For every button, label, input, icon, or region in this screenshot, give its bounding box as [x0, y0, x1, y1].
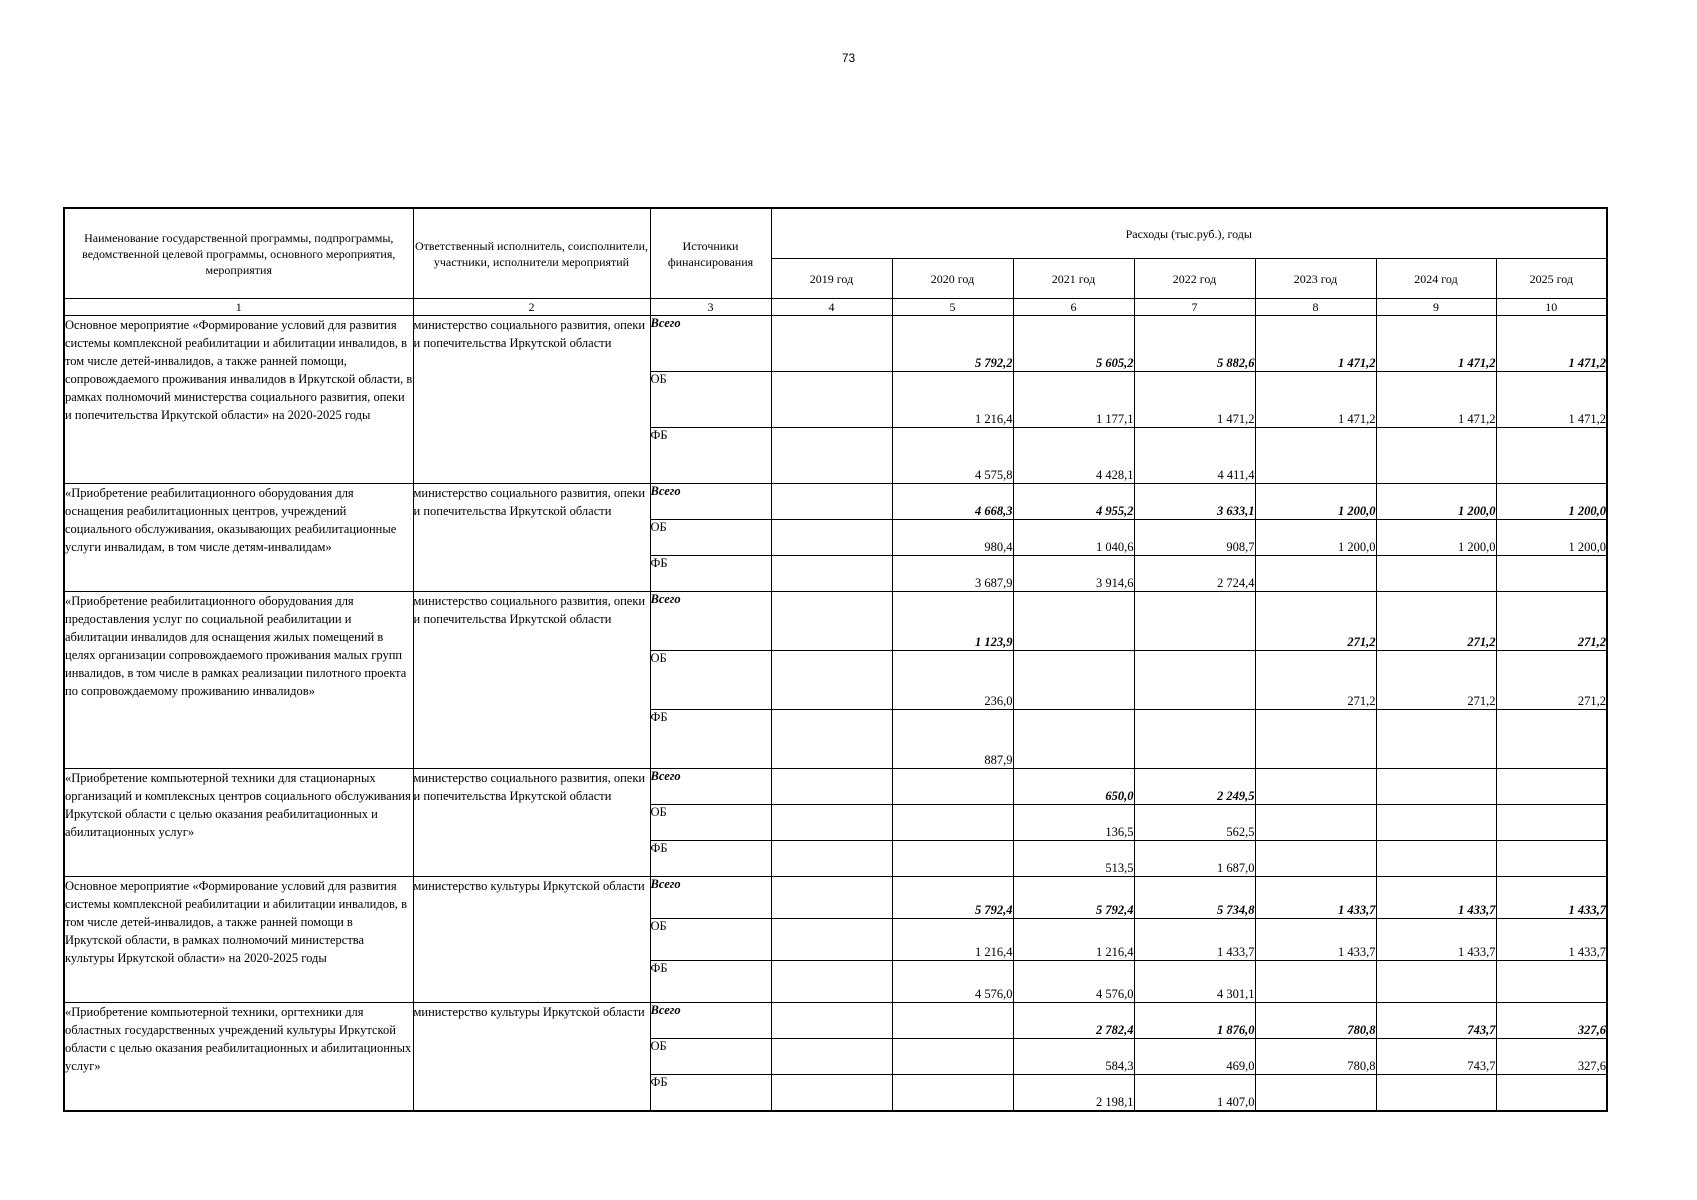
amount-cell: [892, 769, 1013, 805]
amount-cell: 136,5: [1013, 805, 1134, 841]
amount-cell: [1134, 592, 1255, 651]
funding-source: ОБ: [650, 1039, 771, 1075]
amount-cell: 5 605,2: [1013, 316, 1134, 372]
header-executor: Ответственный исполнитель, соисполнители, участники, исполнители мероприятий: [413, 208, 650, 299]
amount-cell: 1 687,0: [1134, 841, 1255, 877]
activity-executor: министерство культуры Иркутской области: [413, 1003, 650, 1111]
amount-cell: 1 407,0: [1134, 1075, 1255, 1111]
column-number: 3: [650, 299, 771, 316]
header-expenses: Расходы (тыс.руб.), годы: [771, 208, 1607, 259]
amount-cell: [771, 1075, 892, 1111]
activity-name: «Приобретение компьютерной техники, оргтехники для областных государственных учреждений культуры Иркутской области с целью оказания реабилитационных и абилитационных услуг»: [64, 1003, 413, 1111]
amount-cell: [892, 1003, 1013, 1039]
amount-cell: 1 471,2: [1255, 316, 1376, 372]
amount-cell: [1255, 961, 1376, 1003]
amount-cell: 743,7: [1376, 1003, 1496, 1039]
funding-source: ФБ: [650, 556, 771, 592]
amount-cell: 271,2: [1376, 651, 1496, 710]
amount-cell: 1 040,6: [1013, 520, 1134, 556]
amount-cell: [1496, 769, 1607, 805]
amount-cell: [771, 769, 892, 805]
amount-cell: [771, 316, 892, 372]
table-body: [64, 316, 1607, 1111]
amount-cell: 1 216,4: [892, 372, 1013, 428]
activity-executor: министерство социального развития, опеки и попечительства Иркутской области: [413, 484, 650, 592]
funding-source: ФБ: [650, 428, 771, 484]
amount-cell: 780,8: [1255, 1003, 1376, 1039]
amount-cell: [1376, 428, 1496, 484]
column-number: 2: [413, 299, 650, 316]
amount-cell: [1255, 805, 1376, 841]
amount-cell: [771, 428, 892, 484]
amount-cell: [1013, 710, 1134, 769]
header-year: 2025 год: [1496, 259, 1607, 299]
amount-cell: [1376, 841, 1496, 877]
amount-cell: [771, 877, 892, 919]
amount-cell: 4 428,1: [1013, 428, 1134, 484]
amount-cell: 1 876,0: [1134, 1003, 1255, 1039]
amount-cell: [1496, 961, 1607, 1003]
funding-source: ОБ: [650, 520, 771, 556]
activity-name: «Приобретение реабилитационного оборудования для предоставления услуг по социальной реабилитации и абилитации инвалидов для оснащения жилых помещений в целях организации сопровождаемого проживания малых групп инвалидов, в том числе в рамках реализации пилотного проекта по сопровождаемому проживанию инвалидов»: [64, 592, 413, 769]
amount-cell: 5 734,8: [1134, 877, 1255, 919]
amount-cell: [1255, 1075, 1376, 1111]
amount-cell: 887,9: [892, 710, 1013, 769]
amount-cell: [1255, 769, 1376, 805]
amount-cell: 1 200,0: [1496, 484, 1607, 520]
amount-cell: [771, 520, 892, 556]
column-number: 4: [771, 299, 892, 316]
amount-cell: 4 575,8: [892, 428, 1013, 484]
amount-cell: [892, 841, 1013, 877]
table-row: [64, 877, 1607, 919]
funding-source: Всего: [650, 1003, 771, 1039]
amount-cell: 2 782,4: [1013, 1003, 1134, 1039]
amount-cell: 780,8: [1255, 1039, 1376, 1075]
amount-cell: [1496, 710, 1607, 769]
amount-cell: [1255, 841, 1376, 877]
amount-cell: [1376, 1075, 1496, 1111]
amount-cell: 1 433,7: [1496, 877, 1607, 919]
amount-cell: 5 792,4: [1013, 877, 1134, 919]
amount-cell: [771, 961, 892, 1003]
funding-source: ФБ: [650, 1075, 771, 1111]
amount-cell: [1255, 556, 1376, 592]
table-row: [64, 1003, 1607, 1039]
column-number: 8: [1255, 299, 1376, 316]
header-year: 2020 год: [892, 259, 1013, 299]
amount-cell: [892, 805, 1013, 841]
amount-cell: [1496, 1075, 1607, 1111]
amount-cell: [1376, 961, 1496, 1003]
amount-cell: [771, 710, 892, 769]
amount-cell: 271,2: [1496, 651, 1607, 710]
amount-cell: 1 200,0: [1376, 520, 1496, 556]
column-number: 10: [1496, 299, 1607, 316]
page-number: 73: [841, 51, 856, 65]
amount-cell: 584,3: [1013, 1039, 1134, 1075]
amount-cell: 1 471,2: [1496, 372, 1607, 428]
amount-cell: [1496, 428, 1607, 484]
header-year: 2022 год: [1134, 259, 1255, 299]
funding-source: ФБ: [650, 710, 771, 769]
header-year: 2019 год: [771, 259, 892, 299]
table-row: [64, 769, 1607, 805]
amount-cell: 1 471,2: [1134, 372, 1255, 428]
amount-cell: 980,4: [892, 520, 1013, 556]
amount-cell: [771, 805, 892, 841]
funding-source: ОБ: [650, 651, 771, 710]
amount-cell: 327,6: [1496, 1039, 1607, 1075]
amount-cell: 562,5: [1134, 805, 1255, 841]
funding-source: ФБ: [650, 841, 771, 877]
amount-cell: [771, 919, 892, 961]
table-row: [64, 484, 1607, 520]
amount-cell: 1 471,2: [1255, 372, 1376, 428]
amount-cell: [1376, 769, 1496, 805]
amount-cell: 1 216,4: [892, 919, 1013, 961]
amount-cell: [1496, 556, 1607, 592]
amount-cell: 650,0: [1013, 769, 1134, 805]
amount-cell: 5 792,4: [892, 877, 1013, 919]
funding-source: ОБ: [650, 919, 771, 961]
amount-cell: 4 411,4: [1134, 428, 1255, 484]
amount-cell: 4 955,2: [1013, 484, 1134, 520]
funding-source: Всего: [650, 592, 771, 651]
amount-cell: [1496, 841, 1607, 877]
amount-cell: 2 249,5: [1134, 769, 1255, 805]
amount-cell: 5 792,2: [892, 316, 1013, 372]
amount-cell: 513,5: [1013, 841, 1134, 877]
amount-cell: 2 198,1: [1013, 1075, 1134, 1111]
activity-executor: министерство культуры Иркутской области: [413, 877, 650, 1003]
header-name: Наименование государственной программы, подпрограммы, ведомственной целевой программы, основного мероприятия, мероприятия: [64, 208, 413, 299]
amount-cell: [771, 1039, 892, 1075]
amount-cell: 4 301,1: [1134, 961, 1255, 1003]
amount-cell: 3 914,6: [1013, 556, 1134, 592]
amount-cell: 4 668,3: [892, 484, 1013, 520]
header-year: 2021 год: [1013, 259, 1134, 299]
amount-cell: 469,0: [1134, 1039, 1255, 1075]
amount-cell: 743,7: [1376, 1039, 1496, 1075]
column-number: 7: [1134, 299, 1255, 316]
amount-cell: 1 471,2: [1376, 372, 1496, 428]
amount-cell: 1 471,2: [1376, 316, 1496, 372]
amount-cell: 1 433,7: [1496, 919, 1607, 961]
amount-cell: [771, 372, 892, 428]
amount-cell: 3 633,1: [1134, 484, 1255, 520]
header-source: Источники финансирования: [650, 208, 771, 299]
activity-executor: министерство социального развития, опеки и попечительства Иркутской области: [413, 769, 650, 877]
amount-cell: [1013, 592, 1134, 651]
funding-source: ОБ: [650, 805, 771, 841]
amount-cell: 908,7: [1134, 520, 1255, 556]
funding-source: Всего: [650, 877, 771, 919]
amount-cell: [1134, 710, 1255, 769]
amount-cell: 1 433,7: [1134, 919, 1255, 961]
amount-cell: 1 123,9: [892, 592, 1013, 651]
amount-cell: [771, 592, 892, 651]
amount-cell: [771, 1003, 892, 1039]
amount-cell: [1376, 805, 1496, 841]
amount-cell: 1 433,7: [1255, 919, 1376, 961]
amount-cell: 271,2: [1376, 592, 1496, 651]
amount-cell: [771, 556, 892, 592]
amount-cell: 271,2: [1255, 651, 1376, 710]
amount-cell: 1 177,1: [1013, 372, 1134, 428]
amount-cell: [1134, 651, 1255, 710]
amount-cell: 2 724,4: [1134, 556, 1255, 592]
header-column-numbers: [64, 299, 1607, 316]
amount-cell: [1376, 556, 1496, 592]
activity-name: Основное мероприятие «Формирование условий для развития системы комплексной реабилитации и абилитации инвалидов, в том числе детей-инвалидов, а также ранней помощи, сопровождаемого проживания инвалидов в Иркутской области, в рамках полномочий министерства социального развития, опеки и попечительства Иркутской области» на 2020-2025 годы: [64, 316, 413, 484]
activity-name: «Приобретение компьютерной техники для стационарных организаций и комплексных центров социального обслуживания Иркутской области с целью оказания реабилитационных и абилитационных услуг»: [64, 769, 413, 877]
table-row: [64, 592, 1607, 651]
activity-name: Основное мероприятие «Формирование условий для развития системы комплексной реабилитации и абилитации инвалидов, в том числе детей-инвалидов, а также ранней помощи в Иркутской области, в рамках полномочий министерства культуры Иркутской области» на 2020-2025 годы: [64, 877, 413, 1003]
amount-cell: [892, 1075, 1013, 1111]
amount-cell: 327,6: [1496, 1003, 1607, 1039]
amount-cell: [771, 651, 892, 710]
amount-cell: 4 576,0: [892, 961, 1013, 1003]
funding-source: Всего: [650, 316, 771, 372]
amount-cell: 1 471,2: [1496, 316, 1607, 372]
amount-cell: 271,2: [1255, 592, 1376, 651]
amount-cell: [1255, 710, 1376, 769]
column-number: 9: [1376, 299, 1496, 316]
funding-source: Всего: [650, 769, 771, 805]
funding-source: ФБ: [650, 961, 771, 1003]
amount-cell: 4 576,0: [1013, 961, 1134, 1003]
amount-cell: 1 200,0: [1376, 484, 1496, 520]
amount-cell: 1 200,0: [1255, 520, 1376, 556]
activity-name: «Приобретение реабилитационного оборудования для оснащения реабилитационных центров, учреждений социального обслуживания, оказывающих реабилитационные услуги инвалидам, в том числе детям-инвалидам»: [64, 484, 413, 592]
budget-table: [63, 207, 1608, 1112]
column-number: 1: [64, 299, 413, 316]
amount-cell: [771, 484, 892, 520]
amount-cell: 1 200,0: [1255, 484, 1376, 520]
amount-cell: 1 433,7: [1255, 877, 1376, 919]
amount-cell: 1 433,7: [1376, 877, 1496, 919]
column-number: 5: [892, 299, 1013, 316]
activity-executor: министерство социального развития, опеки и попечительства Иркутской области: [413, 316, 650, 484]
amount-cell: 1 216,4: [1013, 919, 1134, 961]
amount-cell: [1376, 710, 1496, 769]
amount-cell: [1496, 805, 1607, 841]
column-number: 6: [1013, 299, 1134, 316]
amount-cell: 1 433,7: [1376, 919, 1496, 961]
activity-executor: министерство социального развития, опеки и попечительства Иркутской области: [413, 592, 650, 769]
amount-cell: [1255, 428, 1376, 484]
funding-source: ОБ: [650, 372, 771, 428]
header-year: 2024 год: [1376, 259, 1496, 299]
table-row: [64, 316, 1607, 372]
amount-cell: 271,2: [1496, 592, 1607, 651]
amount-cell: [892, 1039, 1013, 1075]
header-year: 2023 год: [1255, 259, 1376, 299]
amount-cell: 1 200,0: [1496, 520, 1607, 556]
amount-cell: 3 687,9: [892, 556, 1013, 592]
amount-cell: 236,0: [892, 651, 1013, 710]
amount-cell: [771, 841, 892, 877]
amount-cell: [1013, 651, 1134, 710]
funding-source: Всего: [650, 484, 771, 520]
amount-cell: 5 882,6: [1134, 316, 1255, 372]
